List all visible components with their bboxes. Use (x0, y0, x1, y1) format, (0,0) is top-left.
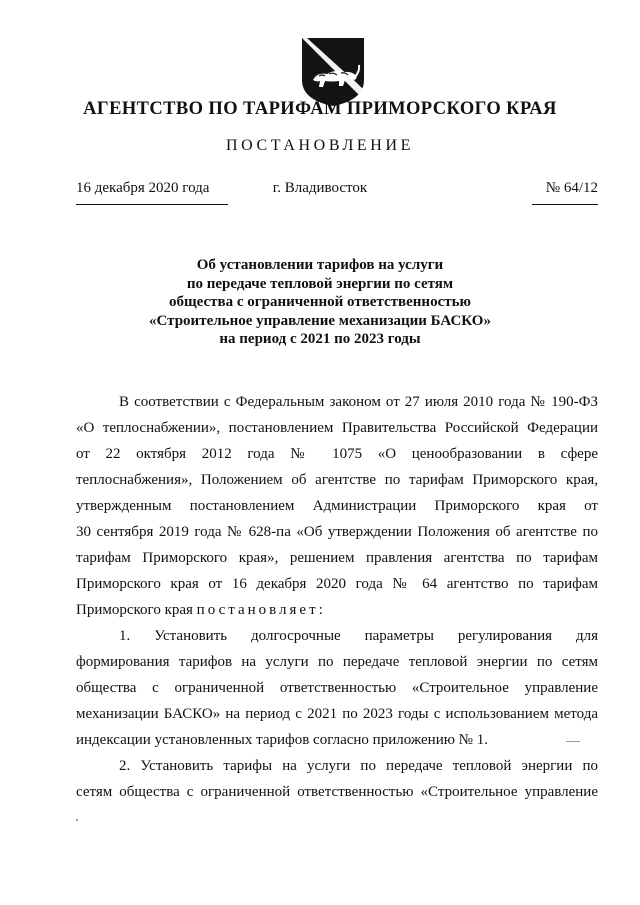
body-line: сетям общества с ограниченной ответственностью «Строительное управление (76, 784, 598, 800)
body-line: утвержденным постановлением Администрации Приморского края от (76, 498, 598, 514)
title-line: общества с ограниченной ответственностью (169, 294, 471, 311)
body-line: В соответствии с Федеральным законом от 27 июля 2010 года № 190-ФЗ (119, 394, 598, 410)
decides-word: постановляет: (196, 602, 326, 618)
body-line-text: Приморского края (76, 602, 193, 618)
body-line: механизации БАСКО» на период с 2021 по 2023 годы с использованием метода (76, 706, 598, 722)
title-line: «Строительное управление механизации БАСКО» (149, 312, 491, 329)
body-line: теплоснабжения», Положением об агентстве по тарифам Приморского края, (76, 472, 598, 488)
body-line (76, 602, 598, 622)
document-body (76, 0, 598, 905)
agency-name: АГЕНТСТВО ПО ТАРИФАМ ПРИМОРСКОГО КРАЯ (83, 99, 557, 119)
scan-mark (566, 741, 580, 742)
title-line: на период с 2021 по 2023 годы (219, 331, 421, 348)
title-line: Об установлении тарифов на услуги (196, 257, 444, 273)
body-line: «О теплоснабжении», постановлением Правительства Российской Федерации (76, 420, 598, 436)
body-line: 2. Установить тарифы на услуги по передаче тепловой энергии по (119, 758, 598, 774)
document-number: № 64/12 (532, 180, 598, 205)
body-line: Приморского края от 16 декабря 2020 года № 64 агентство по тарифам (76, 576, 598, 592)
document-date: 16 декабря 2020 года (76, 180, 228, 205)
body-line: от 22 октября 2012 года № 1075 «О ценообразовании в сфере (76, 446, 598, 462)
body-line: 30 сентября 2019 года № 628-па «Об утверждении Положения об агентстве по (76, 524, 598, 540)
body-line: формирования тарифов на услуги по передаче тепловой энергии по сетям (76, 654, 598, 670)
document-type: ПОСТАНОВЛЕНИЕ (226, 137, 414, 154)
title-line: по передаче тепловой энергии по сетям (186, 275, 454, 292)
body-line: тарифам Приморского края», решением правления агентства по тарифам (76, 550, 598, 566)
scan-mark (76, 819, 78, 821)
body-line: 1. Установить долгосрочные параметры регулирования для (119, 628, 598, 644)
body-line: индексации установленных тарифов согласно приложению № 1. (76, 732, 488, 748)
body-line: общества с ограниченной ответственностью «Строительное управление (76, 680, 598, 696)
document-city: г. Владивосток (272, 180, 368, 196)
